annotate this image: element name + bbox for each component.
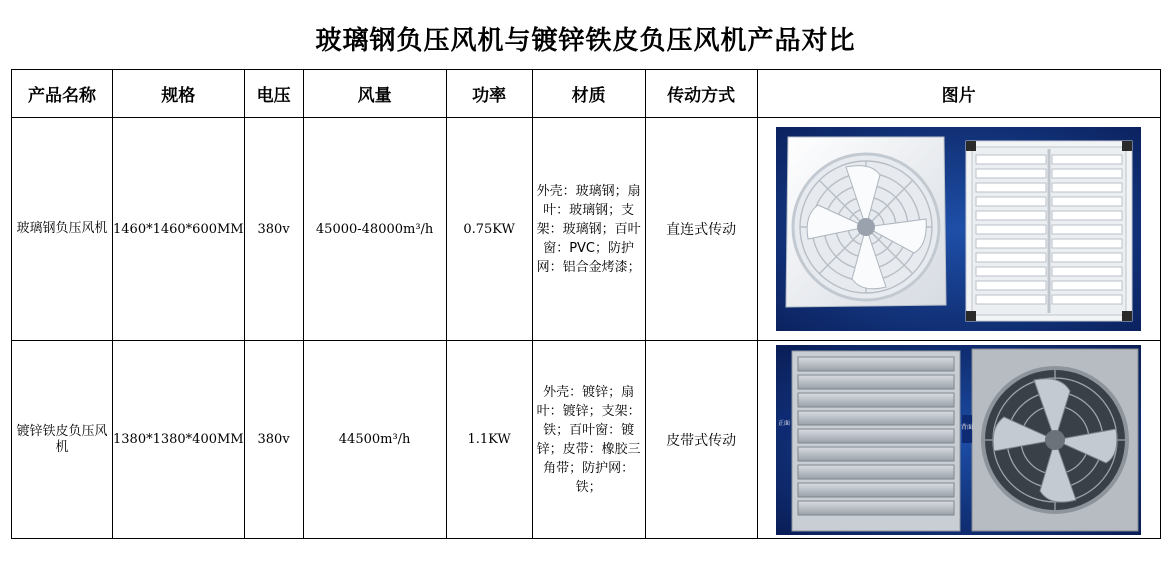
drive-cell: 皮带式传动 — [645, 341, 757, 539]
spec-cell: 1460*1460*600MM — [113, 118, 245, 341]
airflow-cell: 45000-48000m³/h — [303, 118, 446, 341]
picture-cell — [757, 341, 1160, 539]
airflow-cell: 44500m³/h — [303, 341, 446, 539]
header-spec: 规格 — [113, 70, 245, 118]
header-voltage: 电压 — [244, 70, 303, 118]
galvanized-fan-photo — [776, 345, 1141, 535]
header-material: 材质 — [532, 70, 645, 118]
material-cell: 外壳：镀锌；扇叶：镀锌；支架：铁；百叶窗：镀锌；皮带：橡胶三角带；防护网：铁； — [532, 341, 645, 539]
header-name: 产品名称 — [12, 70, 113, 118]
voltage-cell: 380v — [244, 341, 303, 539]
picture-cell — [757, 118, 1160, 341]
product-name-cell: 玻璃钢负压风机 — [12, 118, 113, 341]
page-title: 玻璃钢负压风机与镀锌铁皮负压风机产品对比 — [315, 26, 856, 56]
header-drive: 传动方式 — [645, 70, 757, 118]
material-cell: 外壳：玻璃钢；扇叶：玻璃钢；支架：玻璃钢；百叶窗：PVC；防护网：铝合金烤漆； — [532, 118, 645, 341]
header-airflow: 风量 — [303, 70, 446, 118]
voltage-cell: 380v — [244, 118, 303, 341]
fiberglass-fan-photo — [776, 127, 1141, 331]
spec-cell: 1380*1380*400MM — [113, 341, 245, 539]
comparison-table — [11, 69, 1161, 539]
power-cell: 0.75KW — [446, 118, 532, 341]
table-row — [12, 341, 1161, 539]
front-label: 正面 — [778, 419, 791, 427]
back-label: 背面 — [961, 423, 974, 431]
table-row — [12, 118, 1161, 341]
power-cell: 1.1KW — [446, 341, 532, 539]
drive-cell: 直连式传动 — [645, 118, 757, 341]
product-name-cell: 镀锌铁皮负压风机 — [12, 341, 113, 539]
header-picture: 图片 — [757, 70, 1160, 118]
header-power: 功率 — [446, 70, 532, 118]
table-header-row — [12, 70, 1161, 118]
